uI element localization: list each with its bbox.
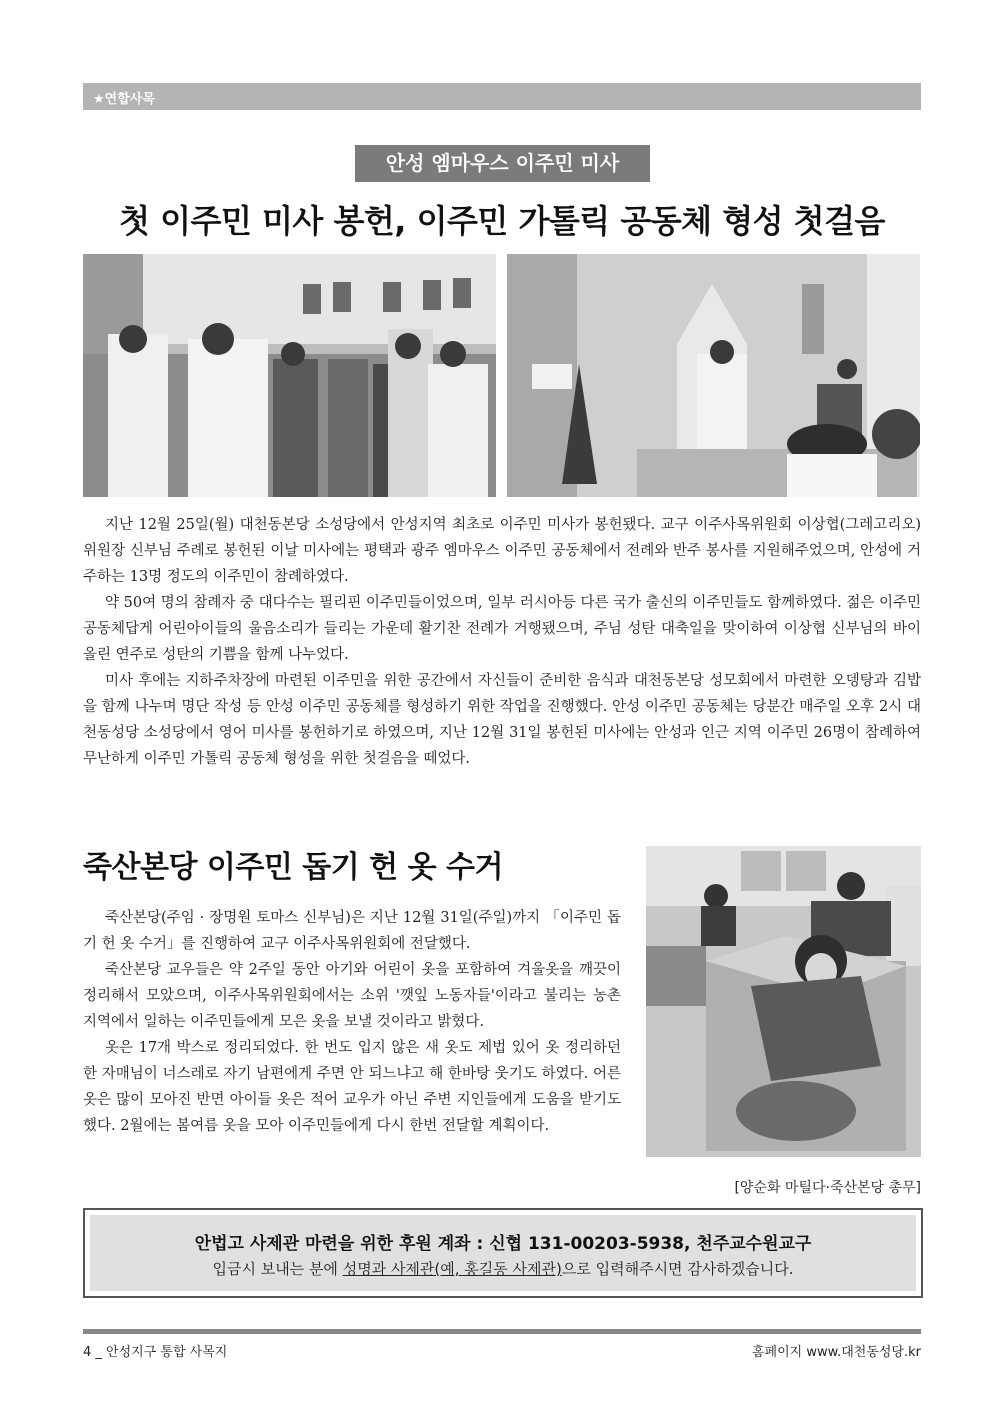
section-header-bar [83,83,921,110]
article2-body [83,905,621,1139]
article-category-tag: 안성 엠마우스 이주민 미사 [355,145,650,182]
article2-headline: 죽산본당 이주민 돕기 헌 옷 수거 [83,850,503,885]
donation-note-after: 으로 입력해주시면 감사하겠습니다. [561,1260,794,1278]
article2-paragraph-2: 죽산본당 교우들은 약 2주일 동안 아기와 어린이 옷을 포함하여 겨울옷을 깨끗이 정리해서 모았으며, 이주사목위원회에서는 소위 '깻잎 노동자들'이라고 불리는 농촌 지역에서 일하는 이주민들에게 모은 옷을 보낼 것이라고 밝혔다. [83,962,621,1030]
article1-body [83,512,921,772]
photo-violin-performance [507,254,920,497]
footer-homepage: 홈페이지 www.대천동성당.kr [752,1345,921,1360]
donation-box [83,1208,923,1298]
donation-box-inner [90,1215,916,1291]
article2-paragraph-3: 옷은 17개 박스로 정리되었다. 한 번도 입지 않은 새 옷도 제법 있어 옷 정리하던 한 자매님이 너스레로 자기 남편에게 주면 안 되느냐고 해 한바탕 웃기도 하였다. 어른 옷은 많이 모아진 반면 아이들 옷은 적어 교우가 아닌 주변 지인들에게 도움을 받기도 했다. 2월에는 봄여름 옷을 모아 이주민들에게 다시 한번 전달할 계획이다. [83,1040,621,1134]
photo-caption: [양순화 마틸다·죽산본당 총무] [734,1180,921,1196]
photo-clothes-sorting [646,846,921,1157]
article1-paragraph-1: 지난 12월 25일(월) 대천동본당 소성당에서 안성지역 최초로 이주민 미사가 봉헌됐다. 교구 이주사목위원회 이상협(그레고리오) 위원장 신부님 주례로 봉헌된 이날 미사에는 평택과 광주 엠마우스 이주민 공동체에서 전례와 반주 봉사를 지원해주었으며, 안성에 거주하는 13명 정도의 이주민이 참례하였다. [83,517,921,585]
donation-note [90,1258,916,1279]
article1-paragraph-3: 미사 후에는 지하주차장에 마련된 이주민을 위한 공간에서 자신들이 준비한 음식과 대천동본당 성모회에서 마련한 오뎅탕과 김밥을 함께 나누며 명단 작성 등 안성 이주민 공동체를 형성하기 위한 작업을 진행했다. 안성 이주민 공동체는 당분간 매주일 오후 2시 대천동성당 소성당에서 영어 미사를 봉헌하기로 하였으며, 지난 12월 31일 봉헌된 미사에는 안성과 인근 지역 이주민 26명이 참례하여 무난하게 이주민 가톨릭 공동체 형성을 위한 첫걸음을 떼었다. [83,673,921,767]
photo-mass-procession [83,254,496,497]
footer-page-info: 4 _ 안성지구 통합 사목지 [83,1345,228,1360]
article2-paragraph-1: 죽산본당(주임 · 장명원 토마스 신부님)은 지난 12월 31일(주일)까지 「이주민 돕기 헌 옷 수거」를 진행하여 교구 이주사목위원회에 전달했다. [83,910,621,952]
footer-divider [83,1329,921,1334]
article-headline: 첫 이주민 미사 봉헌, 이주민 가톨릭 공동체 형성 첫걸음 [119,202,885,240]
donation-title: 안법고 사제관 마련을 위한 후원 계좌 : 신협 131-00203-5938, 천주교수원교구 [194,1234,812,1254]
donation-note-before: 입금시 보내는 분에 [212,1260,343,1278]
article1-paragraph-2: 약 50여 명의 참례자 중 대다수는 필리핀 이주민들이었으며, 일부 러시아등 다른 국가 출신의 이주민들도 함께하였다. 젊은 이주민 공동체답게 어린아이들의 울음소리가 들리는 가운데 활기찬 전례가 거행됐으며, 주님 성탄 대축일을 맞이하여 이상협 신부님의 바이올린 연주로 성탄의 기쁨을 함께 나누었다. [83,595,921,663]
section-label: ★연합사목 [93,92,155,107]
donation-note-underlined: 성명과 사제관(예, 홍길동 사제관) [342,1260,562,1278]
